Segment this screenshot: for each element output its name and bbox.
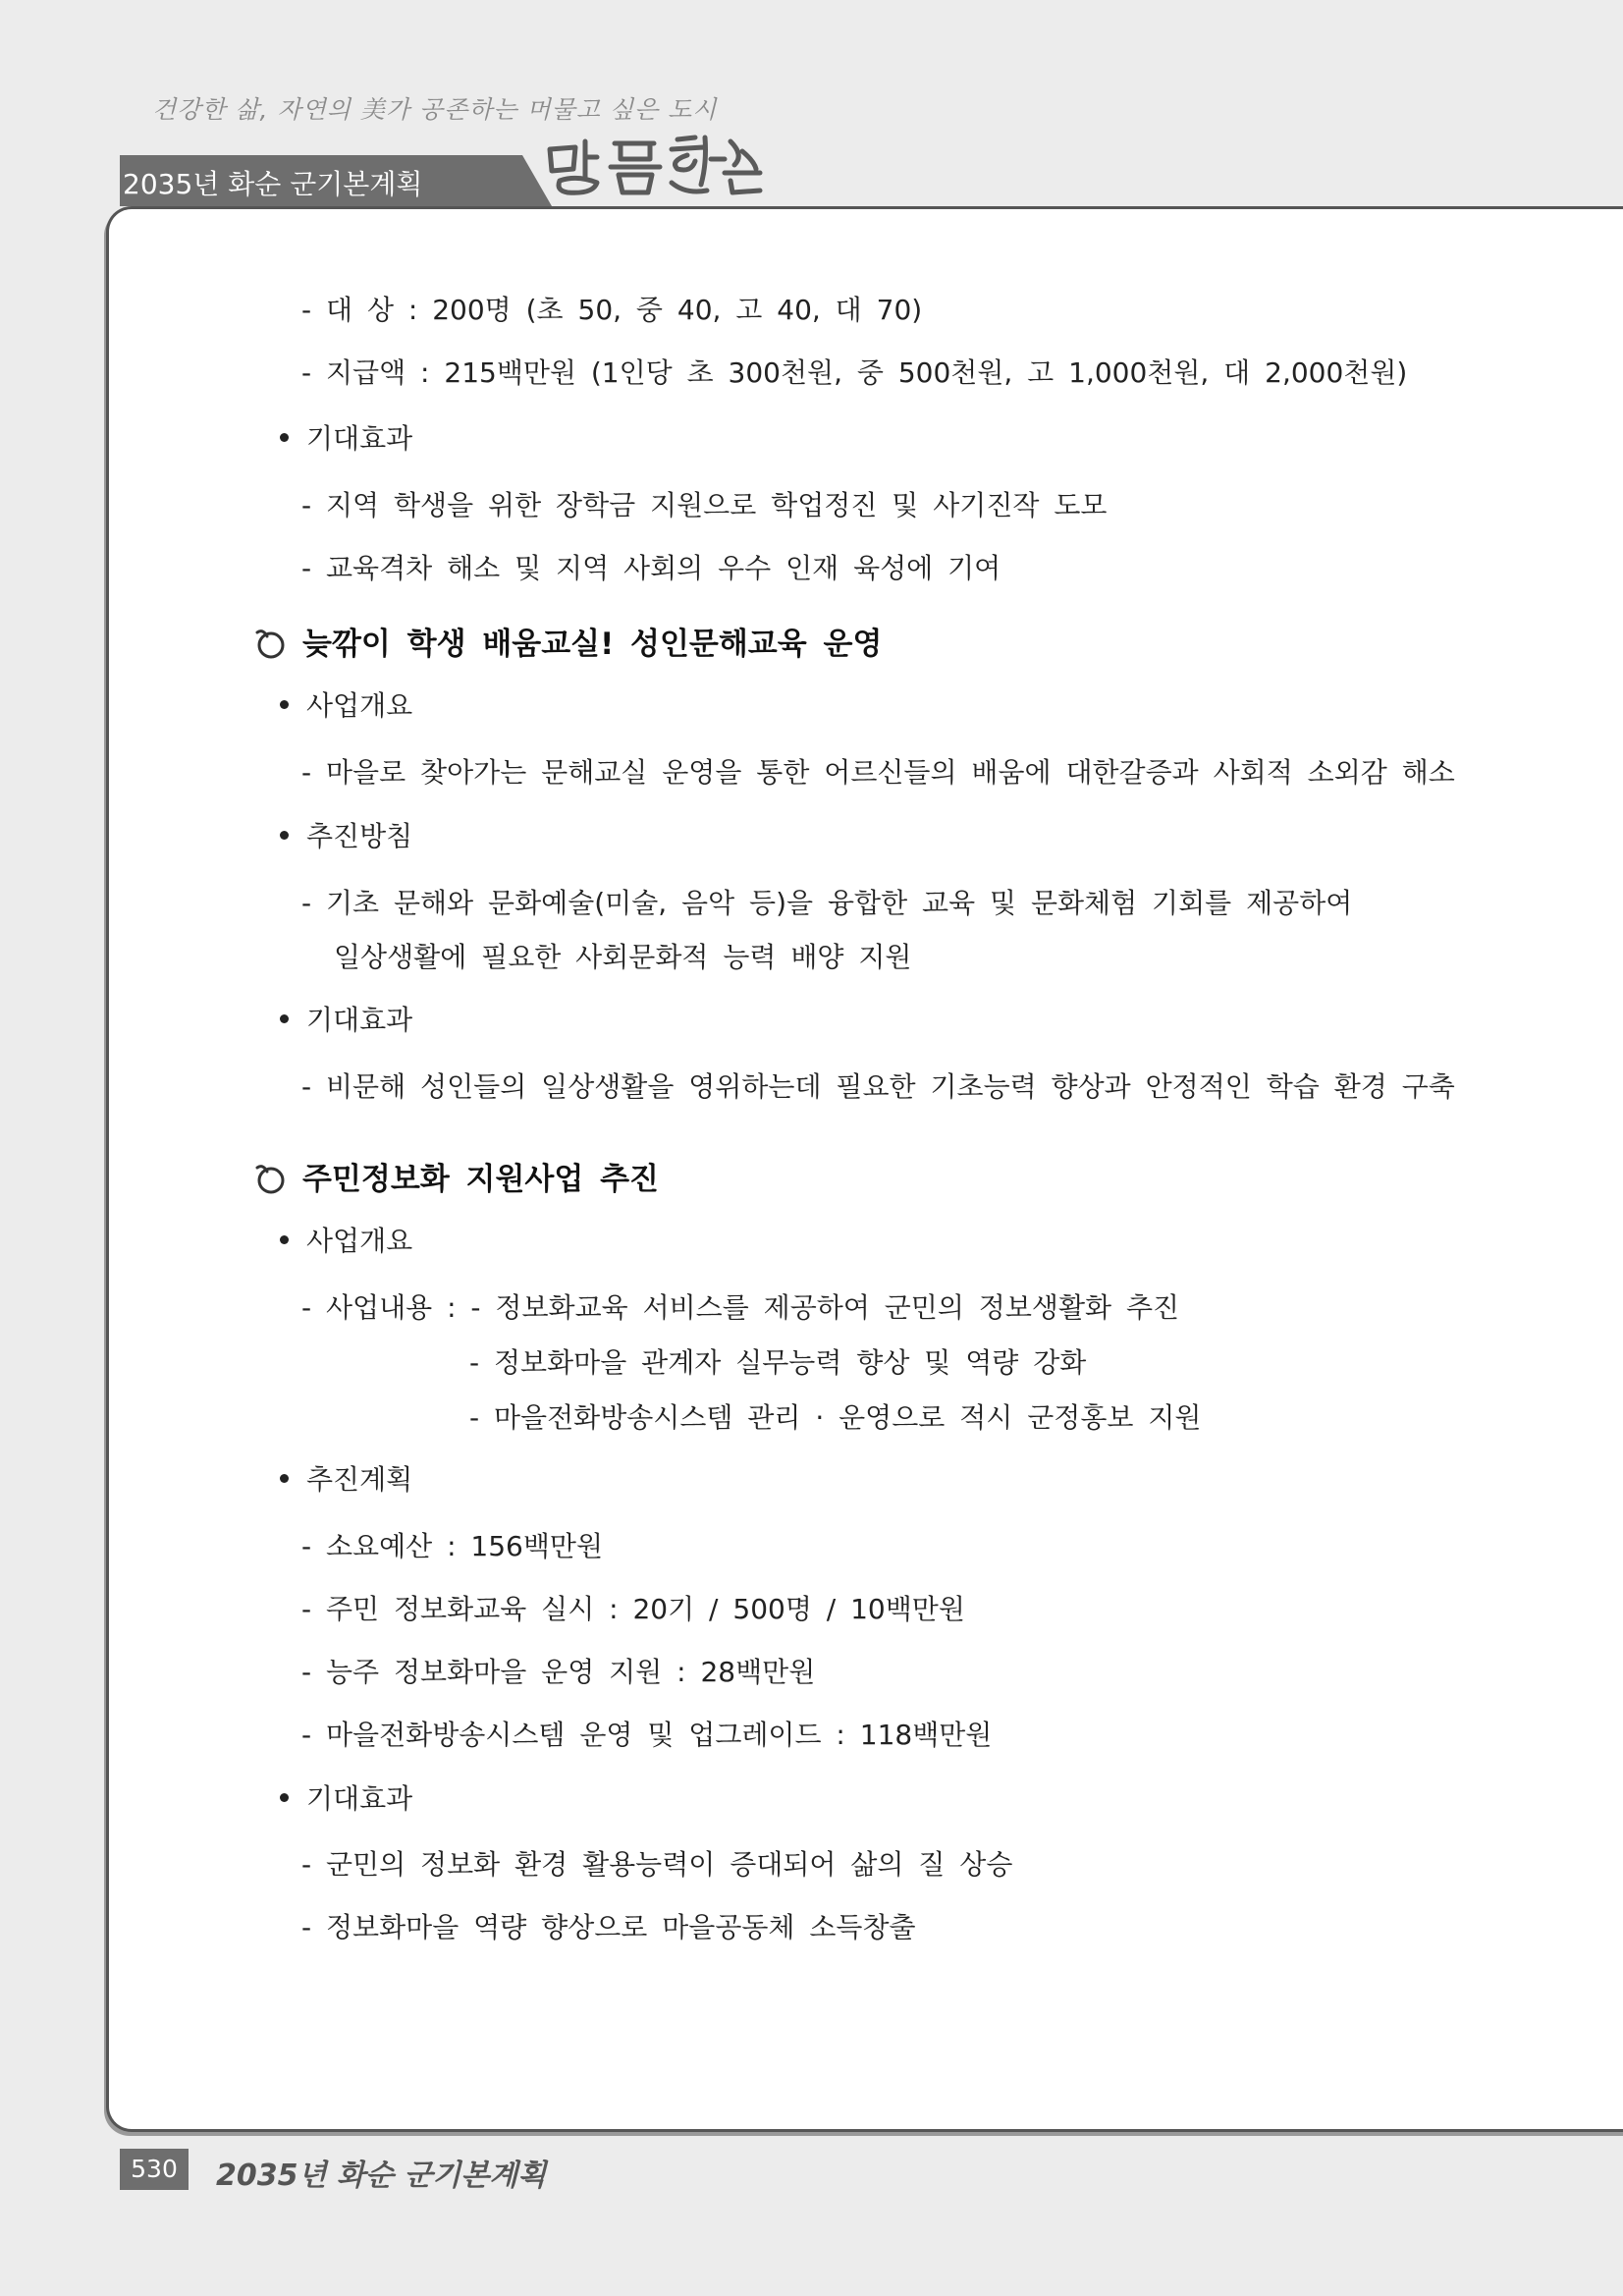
scholarship-amount: - 지급액 : 215백만원 (1인당 초 300천원, 중 500천원, 고 1,000천원, 대 2,000천원)	[301, 356, 1408, 389]
header-motto: 건강한 삶, 자연의 美가 공존하는 머물고 싶은 도시	[152, 95, 718, 124]
literacy-policy-label	[280, 815, 412, 854]
literacy-effects: - 비문해 성인들의 일상생활을 영위하는데 필요한 기초능력 향상과 안정적인 학습 환경 구축	[301, 1070, 1455, 1103]
scholarship-target: - 대 상 : 200명 (초 50, 중 40, 고 40, 대 70)	[301, 294, 923, 326]
footer-title: 2035년 화순 군기본계획	[216, 2159, 547, 2193]
informatization-overview-line-3: - 마을전화방송시스템 관리 · 운영으로 적시 군정홍보 지원	[469, 1401, 1202, 1434]
bullet-dot	[280, 700, 289, 709]
literacy-policy-line-2: 일상생활에 필요한 사회문화적 능력 배양 지원	[334, 941, 912, 973]
header-plan-title: 2035년 화순 군기본계획	[123, 168, 423, 200]
informatization-heading	[253, 1154, 659, 1198]
section-title: 주민정보화 지원사업 추진	[302, 1162, 659, 1197]
literacy-overview-label	[280, 684, 412, 724]
scholarship-effects-label	[280, 417, 412, 457]
literacy-policy-line-1: - 기초 문해와 문화예술(미술, 음악 등)을 융합한 교육 및 문화체험 기회를 제공하여	[301, 887, 1353, 919]
bullet-label: 기대효과	[306, 1004, 413, 1036]
bullet-label: 사업개요	[306, 689, 413, 722]
bullet-label: 추진방침	[306, 820, 413, 852]
bullet-dot	[280, 433, 289, 442]
informatization-overview-label	[280, 1220, 412, 1259]
circle-bullet-icon	[253, 1162, 287, 1195]
page-number: 530	[120, 2149, 189, 2190]
bullet-dot	[280, 1235, 289, 1244]
informatization-plan-label	[280, 1458, 412, 1498]
literacy-overview: - 마을로 찾아가는 문해교실 운영을 통한 어르신들의 배움에 대한갈증과 사회적 소외감 해소	[301, 756, 1455, 789]
literacy-effects-label	[280, 999, 412, 1038]
scholarship-effect-2: - 교육격차 해소 및 지역 사회의 우수 인재 육성에 기여	[301, 552, 1001, 584]
bullet-label: 기대효과	[306, 1782, 413, 1815]
informatization-plan-1: - 소요예산 : 156백만원	[301, 1530, 604, 1562]
informatization-effects-label	[280, 1777, 412, 1817]
bullet-dot	[280, 1014, 289, 1023]
scholarship-effect-1: - 지역 학생을 위한 장학금 지원으로 학업정진 및 사기진작 도모	[301, 489, 1108, 521]
bullet-dot	[280, 831, 289, 840]
bullet-label: 기대효과	[306, 422, 413, 455]
literacy-heading	[253, 619, 882, 663]
informatization-plan-4: - 마을전화방송시스템 운영 및 업그레이드 : 118백만원	[301, 1719, 993, 1751]
bullet-label: 사업개요	[306, 1225, 413, 1257]
bullet-label: 추진계획	[306, 1463, 413, 1496]
brand-logo	[538, 130, 764, 200]
bullet-dot	[280, 1474, 289, 1483]
informatization-effect-1: - 군민의 정보화 환경 활용능력이 증대되어 삶의 질 상승	[301, 1848, 1013, 1881]
informatization-overview-line-2: - 정보화마을 관계자 실무능력 향상 및 역량 강화	[469, 1346, 1087, 1379]
informatization-effect-2: - 정보화마을 역량 향상으로 마을공동체 소득창출	[301, 1911, 916, 1943]
informatization-overview-line-1: - 사업내용 : - 정보화교육 서비스를 제공하여 군민의 정보생활화 추진	[301, 1291, 1180, 1324]
bullet-dot	[280, 1793, 289, 1802]
circle-bullet-icon	[253, 627, 287, 660]
informatization-plan-2: - 주민 정보화교육 실시 : 20기 / 500명 / 10백만원	[301, 1593, 965, 1625]
informatization-plan-3: - 능주 정보화마을 운영 지원 : 28백만원	[301, 1656, 816, 1688]
section-title: 늦깎이 학생 배움교실! 성인문해교육 운영	[302, 627, 883, 662]
